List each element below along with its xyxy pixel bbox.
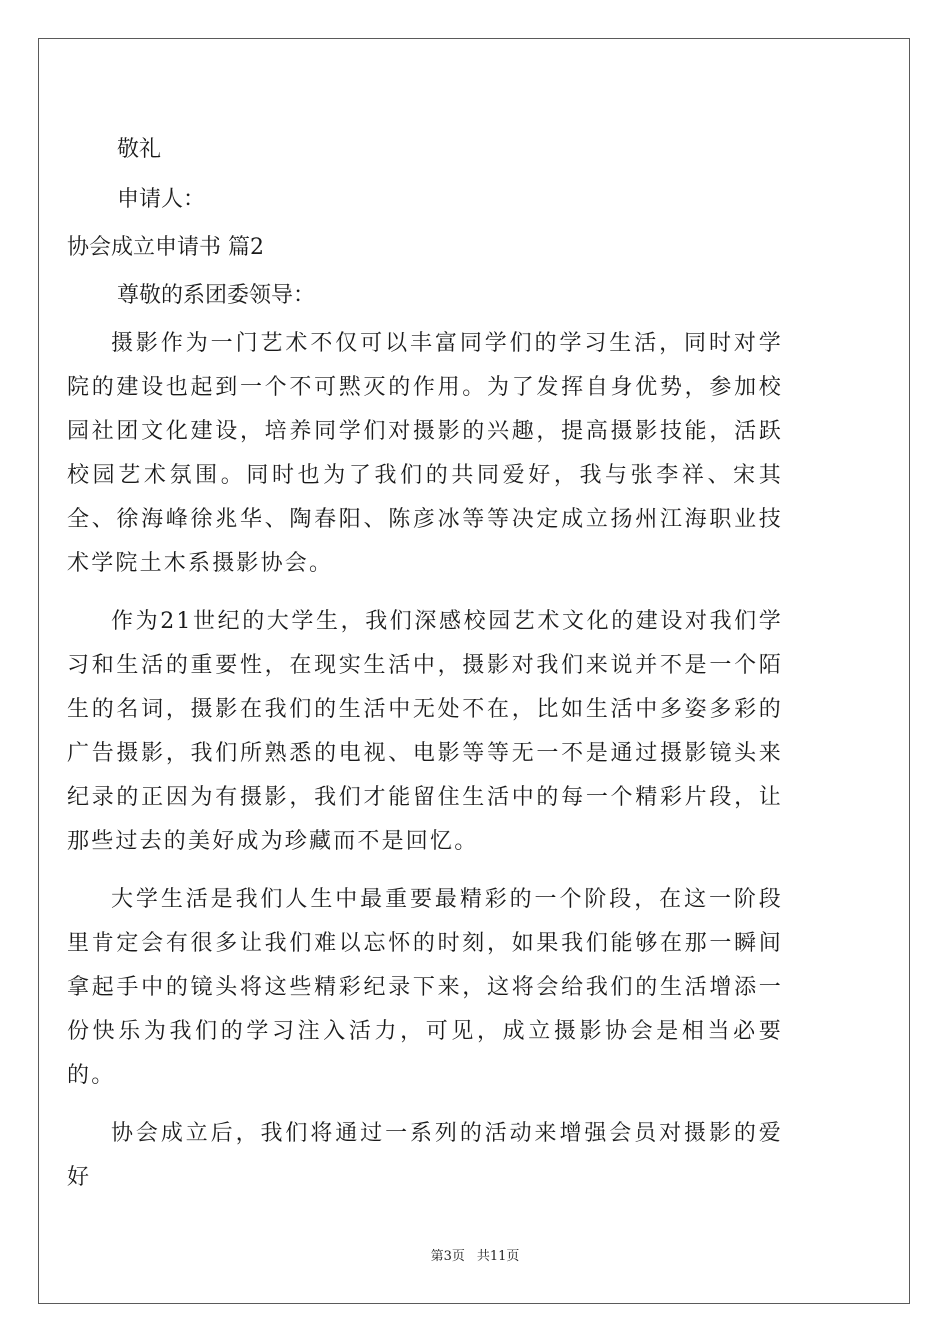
closing-text: 敬礼 (117, 137, 162, 162)
page-total: 共11页 (476, 1249, 520, 1264)
section-title: 协会成立申请书 篇2 (67, 235, 264, 260)
page-footer (0, 1245, 950, 1264)
document-body (67, 128, 833, 1214)
paragraph-3: 大学生活是我们人生中最重要最精彩的一个阶段，在这一阶段里肯定会有很多让我们难以忘怀的时刻，如果我们能够在那一瞬间拿起手中的镜头将这些精彩纪录下来，这将会给我们的生活增添一份快乐为我们的学习注入活力，可见，成立摄影协会是相当必要的。 (67, 887, 783, 1088)
paragraph-4: 协会成立后，我们将通过一系列的活动来增强会员对摄影的爱好 (67, 1121, 783, 1190)
paragraph-2: 作为21世纪的大学生，我们深感校园艺术文化的建设对我们学习和生活的重要性，在现实生活中，摄影对我们来说并不是一个陌生的名词，摄影在我们的生活中无处不在，比如生活中多姿多彩的广告摄影，我们所熟悉的电视、电影等等无一不是通过摄影镜头来纪录的正因为有摄影，我们才能留住生活中的每一个精彩片段，让那些过去的美好成为珍藏而不是回忆。 (67, 609, 783, 854)
salutation: 尊敬的系团委领导： (117, 283, 316, 308)
page-number: 第3页 (430, 1249, 465, 1264)
applicant-label: 申请人： (117, 187, 206, 212)
paragraph-1: 摄影作为一门艺术不仅可以丰富同学们的学习生活，同时对学院的建设也起到一个不可黙灭的作用。为了发挥自身优势，参加校园社团文化建设，培养同学们对摄影的兴趣，提高摄影技能，活跃校园艺术氛围。同时也为了我们的共同爱好，我与张李祥、宋其全、徐海峰徐兆华、陶春阳、陈彦冰等等决定成立扬州江海职业技术学院土木系摄影协会。 (67, 331, 783, 576)
